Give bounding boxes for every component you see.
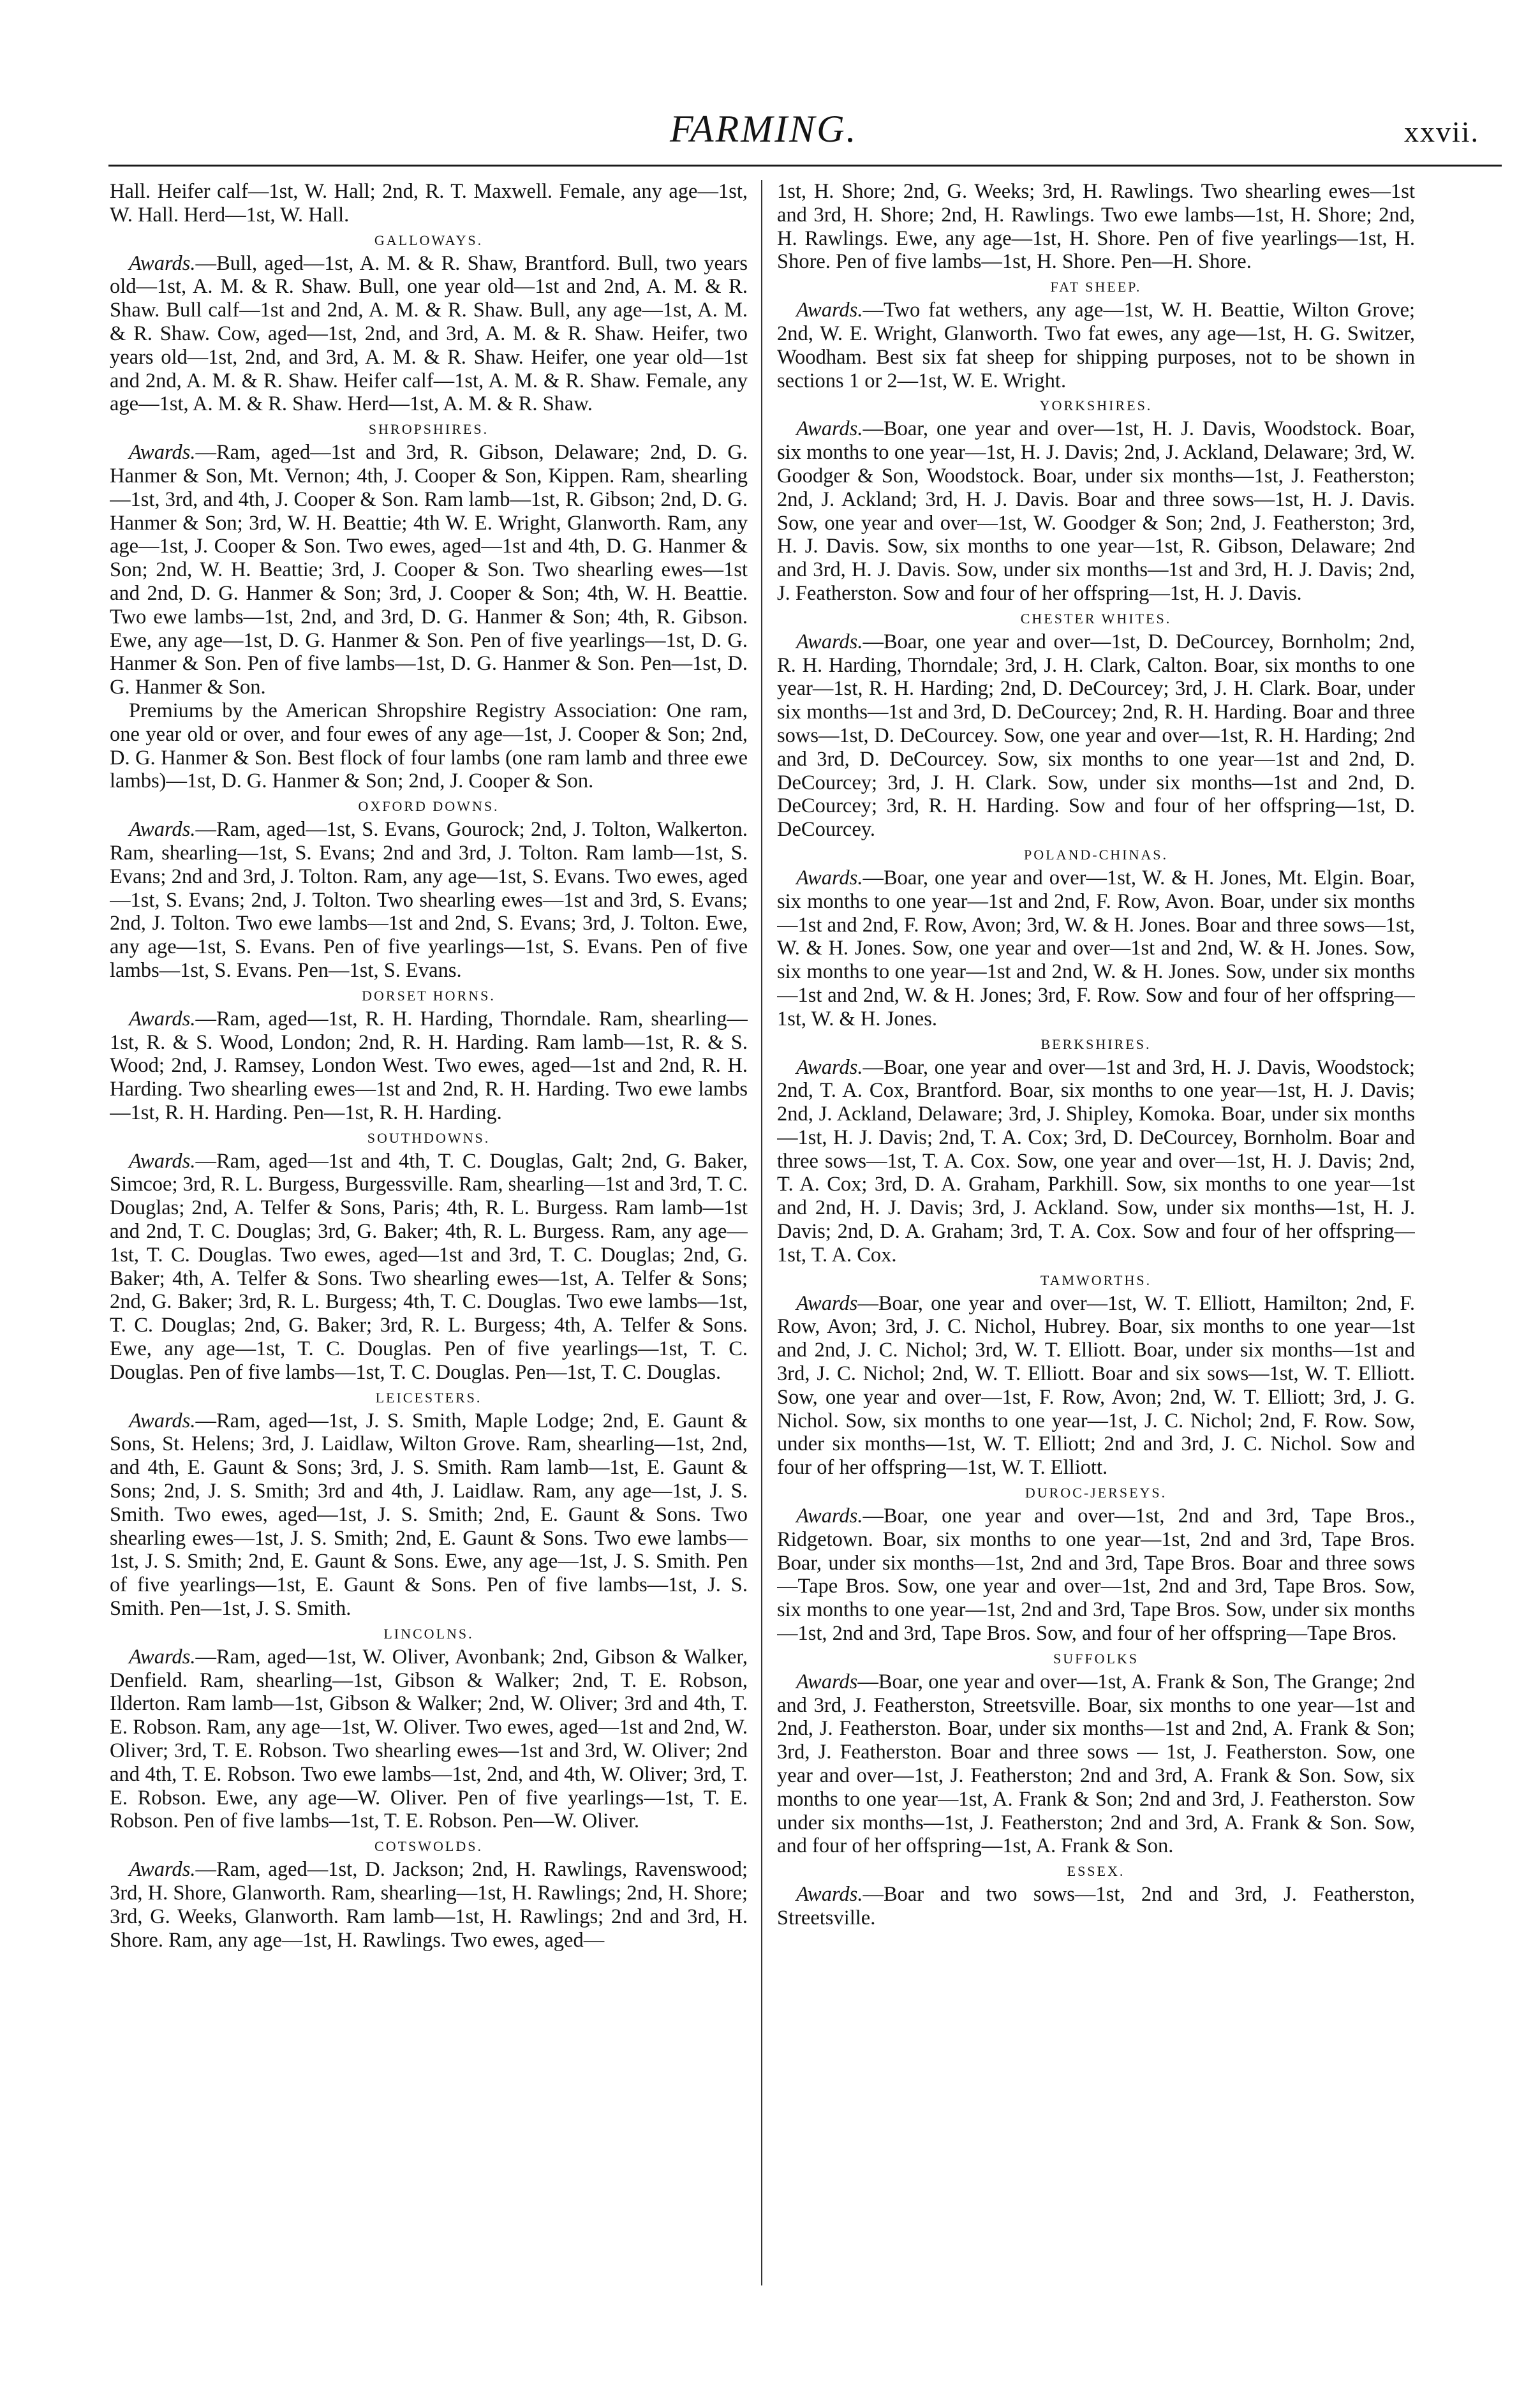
awards-text: —Boar, one year and over—1st, A. Frank & Son, The Grange; 2nd and 3rd, J. Featherston, Streetsville. Boar, six months to one year—1st and 2nd, J. Featherston. Boar, under six months—1st and 2nd, A. Frank & Son; 3rd, J. Featherston. Boar and three sows — 1st, J. Featherston. Sow, one year and over—1st, J. Featherston; 2nd and 3rd, A. Frank & Son. Sow, six months to one year—1st, A. Frank & Son; 2nd and 3rd, J. Featherston. Sow under six months—1st, J. Featherston; 2nd and 3rd, A. Frank & Son. Sow, and four of her offspring—1st, A. Frank & Son.	[777, 1670, 1415, 1858]
section-extra-shropshires: Premiums by the American Shropshire Registry Association: One ram, one year old or over, and four ewes of any age—1st, J. Cooper & Son; 2nd, D. G. Hanmer & Son. Best flock of four lambs (one ram lamb and three ewe lambs)—1st, D. G. Hanmer & Son; 2nd, J. Cooper & Son.	[110, 699, 748, 793]
right-column	[777, 180, 1415, 2234]
awards-text: —Bull, aged—1st, A. M. & R. Shaw, Brantford. Bull, two years old—1st, A. M. & R. Shaw. Bull, one year old—1st and 2nd, A. M. & R. Shaw. Bull calf—1st and 2nd, A. M. & R. Shaw. Bull, any age—1st, A. M. & R. Shaw. Cow, aged—1st, 2nd, and 3rd, A. M. & R. Shaw. Heifer, two years old—1st, 2nd, and 3rd, A. M. & R. Shaw. Heifer, one year old—1st and 2nd, A. M. & R. Shaw. Heifer calf—1st, A. M. & R. Shaw. Female, any age—1st, A. M. & R. Shaw. Herd—1st, A. M. & R. Shaw.	[110, 251, 748, 416]
awards-lead: Awards.	[796, 866, 863, 889]
section-heading-cotswolds: COTSWOLDS.	[374, 1838, 483, 1855]
section-heading-tamworths: TAMWORTHS.	[1040, 1272, 1152, 1288]
section-heading-galloways: GALLOWAYS.	[374, 232, 484, 248]
section-body-tamworths	[777, 1292, 1415, 1480]
awards-lead: Awards.	[129, 1858, 196, 1882]
awards-lead: Awards.	[129, 441, 196, 464]
column-divider	[761, 180, 762, 2285]
section-body-suffolks	[777, 1670, 1415, 1858]
right-intro: 1st, H. Shore; 2nd, G. Weeks; 3rd, H. Rawlings. Two shearling ewes—1st and 3rd, H. Shore; 2nd, H. Rawlings. Two ewe lambs—1st, H. Shore; 2nd, H. Rawlings. Ewe, any age—1st, H. Shore. Pen of five yearlings—1st, H. Shore. Pen of five lambs—1st, H. Shore. Pen—H. Shore.	[777, 180, 1415, 274]
section-heading-leicesters: LEICESTERS.	[375, 1389, 482, 1406]
awards-text: —Boar, one year and over—1st, W. & H. Jones, Mt. Elgin. Boar, six months to one year—1st and 2nd, F. Row, Avon. Boar, under six months—1st and 2nd, F. Row, Avon; 3rd, W. & H. Jones. Boar and three sows—1st, W. & H. Jones. Sow, one year and over—1st and 2nd, W. & H. Jones. Sow, six months to one year—1st and 2nd, W. & H. Jones. Sow, under six months—1st and 2nd, W. & H. Jones; 3rd, F. Row. Sow and four of her offspring—1st, W. & H. Jones.	[777, 866, 1415, 1030]
awards-lead: Awards.	[796, 417, 863, 441]
awards-text: —Boar, one year and over—1st, W. T. Elliott, Hamilton; 2nd, F. Row, Avon; 3rd, J. C. Nichol, Hubrey. Boar, six months to one year—1st and 2nd, J. C. Nichol; 3rd, W. T. Elliott. Boar, under six months—1st and 3rd, J. C. Nichol; 2nd, W. T. Elliott. Boar and six sows—1st, W. T. Elliott. Sow, one year and over—1st, F. Row, Avon; 2nd, W. T. Elliott; 3rd, J. G. Nichol. Sow, six months to one year—1st, J. C. Nichol; 2nd, F. Row. Sow, under six months—1st, W. T. Elliott; 2nd and 3rd, J. C. Nichol. Sow and four of her offspring—1st, W. T. Elliott.	[777, 1291, 1415, 1480]
awards-lead: Awards.	[129, 1007, 196, 1030]
left-column	[110, 180, 748, 2292]
section-body-berkshires	[777, 1056, 1415, 1267]
section-heading-dorset-horns: DORSET HORNS.	[362, 987, 496, 1004]
page-number: xxvii.	[1403, 115, 1479, 148]
section-body-essex	[777, 1883, 1415, 1930]
awards-lead: Awards	[796, 1670, 858, 1693]
awards-text: —Boar, one year and over—1st and 3rd, H. J. Davis, Woodstock; 2nd, T. A. Cox, Brantford. Boar, six months to one year—1st, H. J. Davis; 2nd, J. Ackland, Delaware; 3rd, J. Shipley, Komoka. Boar, under six months—1st, H. J. Davis; 2nd, T. A. Cox; 3rd, D. DeCourcey, Bornholm. Boar and three sows—1st, T. A. Cox. Sow, one year and over—1st, H. J. Davis; 2nd, T. A. Cox; 3rd, D. A. Graham, Parkhill. Sow, six months to one year—1st and 2nd, H. J. Davis; 3rd, J. Ackland. Sow, under six months—1st, H. J. Davis; 2nd, D. A. Graham; 3rd, T. A. Cox. Sow and four of her offspring—1st, T. A. Cox.	[777, 1055, 1415, 1267]
section-heading-poland-chinas: POLAND-CHINAS.	[1024, 846, 1168, 863]
section-body-oxford-downs	[110, 818, 748, 983]
section-heading-shropshires: SHROPSHIRES.	[368, 421, 489, 438]
section-body-shropshires	[110, 441, 748, 699]
awards-lead: Awards.	[129, 251, 196, 275]
section-heading-fat-sheep: FAT SHEEP.	[1050, 279, 1142, 295]
section-body-lincolns	[110, 1646, 748, 1833]
awards-text: —Ram, aged—1st, W. Oliver, Avonbank; 2nd, Gibson & Walker, Denfield. Ram, shearling—1st, Gibson & Walker; 2nd, T. E. Robson, Ilderton. Ram lamb—1st, Gibson & Walker; 2nd, W. Oliver; 3rd and 4th, T. E. Robson. Ram, any age—1st, W. Oliver. Two ewes, aged—1st and 2nd, W. Oliver; 3rd, T. E. Robson. Two shearling ewes—1st and 3rd, W. Oliver; 2nd and 4th, T. E. Robson. Two ewe lambs—1st, 2nd, and 4th, W. Oliver; 3rd, T. E. Robson. Ewe, any age—W. Oliver. Pen of five yearlings—1st, T. E. Robson. Pen of five lambs—1st, T. E. Robson. Pen—W. Oliver.	[110, 1645, 748, 1833]
header-rule	[108, 165, 1502, 167]
awards-text: —Boar, one year and over—1st, 2nd and 3rd, Tape Bros., Ridgetown. Boar, six months to one year—1st, 2nd and 3rd, Tape Bros. Boar, under six months—1st, 2nd and 3rd, Tape Bros. Boar and three sows—Tape Bros. Sow, one year and over—1st, 2nd and 3rd, Tape Bros. Sow, six months to one year—1st, 2nd and 3rd, Tape Bros. Sow, under six months—1st, 2nd and 3rd, Tape Bros. Sow, and four of her offspring—Tape Bros.	[777, 1505, 1415, 1646]
section-heading-southdowns: SOUTHDOWNS.	[367, 1129, 491, 1146]
section-body-yorkshires	[777, 417, 1415, 605]
awards-text: —Boar, one year and over—1st, D. DeCourcey, Bornholm; 2nd, R. H. Harding, Thorndale; 3rd, J. H. Clark, Calton. Boar, six months to one year—1st, R. H. Harding; 2nd, D. DeCourcey; 3rd, J. H. Clark. Boar, under six months—1st and 3rd, D. DeCourcey; 2nd, R. H. Harding. Boar and three sows—1st, D. DeCourcey. Sow, one year and over—1st, R. H. Harding; 2nd and 3rd, D. DeCourcey. Sow, six months to one year—1st and 2nd, D. DeCourcey; 3rd, J. H. Clark. Sow, under six months—1st and 2nd, D. DeCourcey; 3rd, R. H. Harding. Sow and four of her offspring—1st, D. DeCourcey.	[777, 630, 1415, 842]
section-heading-yorkshires: YORKSHIRES.	[1039, 398, 1153, 414]
section-body-cotswolds	[110, 1858, 748, 1952]
awards-lead: Awards.	[796, 1055, 863, 1079]
section-body-chester-whites	[777, 630, 1415, 842]
awards-lead: Awards.	[129, 818, 196, 842]
awards-text: —Ram, aged—1st, S. Evans, Gourock; 2nd, J. Tolton, Walkerton. Ram, shearling—1st, S. Evans; 2nd and 3rd, J. Tolton. Ram lamb—1st, S. Evans; 2nd and 3rd, J. Tolton. Ram, any age—1st, S. Evans. Two ewes, aged—1st, S. Evans; 2nd, J. Tolton. Two shearling ewes—1st and 3rd, S. Evans; 2nd, J. Tolton. Two ewe lambs—1st and 2nd, S. Evans; 3rd, J. Tolton. Ewe, any age—1st, S. Evans. Pen of five yearlings—1st, S. Evans. Pen of five lambs—1st, S. Evans. Pen—1st, S. Evans.	[110, 818, 748, 982]
awards-text: —Ram, aged—1st, D. Jackson; 2nd, H. Rawlings, Ravenswood; 3rd, H. Shore, Glanworth. Ram, shearling—1st, H. Rawlings; 2nd, H. Shore; 3rd, G. Weeks, Glanworth. Ram lamb—1st, H. Rawlings; 2nd and 3rd, H. Shore. Ram, any age—1st, H. Rawlings. Two ewes, aged—	[110, 1858, 748, 1952]
awards-lead: Awards.	[796, 1505, 863, 1528]
awards-text: —Boar and two sows—1st, 2nd and 3rd, J. Featherston, Streetsville.	[777, 1883, 1415, 1929]
awards-lead: Awards.	[796, 630, 863, 653]
section-heading-suffolks: SUFFOLKS	[1053, 1650, 1139, 1667]
section-heading-duroc-jerseys: DUROC-JERSEYS.	[1025, 1485, 1167, 1501]
awards-lead: Awards.	[796, 299, 863, 322]
section-body-galloways	[110, 252, 748, 417]
awards-lead: Awards.	[129, 1149, 196, 1173]
section-body-leicesters	[110, 1409, 748, 1621]
section-heading-essex: ESSEX.	[1067, 1863, 1125, 1880]
section-body-duroc-jerseys	[777, 1505, 1415, 1646]
awards-text: —Ram, aged—1st, J. S. Smith, Maple Lodge; 2nd, E. Gaunt & Sons, St. Helens; 3rd, J. Laidlaw, Wilton Grove. Ram, shearling—1st, 2nd, and 4th, E. Gaunt & Sons; 3rd, J. S. Smith. Ram lamb—1st, E. Gaunt & Sons; 2nd, J. S. Smith; 3rd and 4th, J. Laidlaw. Ram, any age—1st, J. S. Smith. Two ewes, aged—1st, J. S. Smith; 2nd, E. Gaunt & Sons. Two shearling ewes—1st, J. S. Smith; 2nd, E. Gaunt & Sons. Two ewe lambs—1st, J. S. Smith; 2nd, E. Gaunt & Sons. Ewe, any age—1st, J. S. Smith. Pen of five yearlings—1st, E. Gaunt & Sons. Pen of five lambs—1st, J. S. Smith. Pen—1st, J. S. Smith.	[110, 1409, 748, 1621]
awards-text: —Ram, aged—1st and 4th, T. C. Douglas, Galt; 2nd, G. Baker, Simcoe; 3rd, R. L. Burgess, Burgessville. Ram, shearling—1st and 3rd, T. C. Douglas; 2nd, A. Telfer & Sons, Paris; 4th, R. L. Burgess. Ram lamb—1st and 2nd, T. C. Douglas; 3rd, G. Baker; 4th, R. L. Burgess. Ram, any age—1st, T. C. Douglas. Two ewes, aged—1st and 3rd, T. C. Douglas; 2nd, G. Baker; 4th, A. Telfer & Sons. Two shearling ewes—1st, A. Telfer & Sons; 2nd, G. Baker; 3rd, R. L. Burgess; 4th, T. C. Douglas. Two ewe lambs—1st, T. C. Douglas; 2nd, G. Baker; 3rd, R. L. Burgess; 4th, A. Telfer & Sons. Ewe, any age—1st, T. C. Douglas. Pen of five yearlings—1st, T. C. Douglas. Pen of five lambs—1st, T. C. Douglas. Pen—1st, T. C. Douglas.	[110, 1149, 748, 1384]
section-body-dorset-horns	[110, 1007, 748, 1125]
awards-text: —Boar, one year and over—1st, H. J. Davis, Woodstock. Boar, six months to one year—1st, H. J. Davis; 2nd, J. Ackland, Delaware; 3rd, W. Goodger & Son, Woodstock. Boar, under six months—1st, J. Featherston; 2nd, J. Ackland; 3rd, H. J. Davis. Boar and three sows—1st, H. J. Davis. Sow, one year and over—1st, W. Goodger & Son; 2nd, J. Featherston; 3rd, H. J. Davis. Sow, six months to one year—1st, R. Gibson, Delaware; 2nd and 3rd, H. J. Davis. Sow, under six months—1st and 3rd, H. J. Davis; 2nd, J. Featherston. Sow and four of her offspring—1st, H. J. Davis.	[777, 417, 1415, 605]
awards-text: —Two fat wethers, any age—1st, W. H. Beattie, Wilton Grove; 2nd, W. E. Wright, Glanworth. Two fat ewes, any age—1st, H. G. Switzer, Woodham. Best six fat sheep for shipping purposes, not to be shown in sections 1 or 2—1st, W. E. Wright.	[777, 299, 1415, 392]
left-intro: Hall. Heifer calf—1st, W. Hall; 2nd, R. T. Maxwell. Female, any age—1st, W. Hall. Herd—1st, W. Hall.	[110, 180, 748, 227]
awards-lead: Awards.	[129, 1409, 196, 1432]
awards-lead: Awards.	[796, 1883, 863, 1906]
page-header	[96, 107, 1508, 165]
awards-text: —Ram, aged—1st, R. H. Harding, Thorndale. Ram, shearling—1st, R. & S. Wood, London; 2nd, R. H. Harding. Ram lamb—1st, R. & S. Wood; 2nd, J. Ramsey, London West. Two ewes, aged—1st and 2nd, R. H. Harding. Two shearling ewes—1st and 2nd, R. H. Harding. Two ewe lambs—1st, R. H. Harding. Pen—1st, R. H. Harding.	[110, 1007, 748, 1124]
section-heading-lincolns: LINCOLNS.	[383, 1625, 474, 1642]
running-title: FARMING.	[670, 108, 858, 150]
section-body-fat-sheep	[777, 299, 1415, 392]
section-heading-oxford-downs: OXFORD DOWNS.	[358, 798, 500, 815]
section-heading-chester-whites: CHESTER WHITES.	[1020, 610, 1172, 627]
awards-text: —Ram, aged—1st and 3rd, R. Gibson, Delaware; 2nd, D. G. Hanmer & Son, Mt. Vernon; 4th, J. Cooper & Son, Kippen. Ram, shearling—1st, 3rd, and 4th, J. Cooper & Son. Ram lamb—1st, R. Gibson; 2nd, D. G. Hanmer & Son; 3rd, W. H. Beattie; 4th W. E. Wright, Glanworth. Ram, any age—1st, J. Cooper & Son. Two ewes, aged—1st and 4th, D. G. Hanmer & Son; 2nd, W. H. Beattie; 3rd, J. Cooper & Son. Two shearling ewes—1st and 2nd, D. G. Hanmer & Son; 3rd, J. Cooper & Son; 4th, W. H. Beattie. Two ewe lambs—1st, 2nd, and 3rd, D. G. Hanmer & Son; 4th, R. Gibson. Ewe, any age—1st, D. G. Hanmer & Son. Pen of five yearlings—1st, D. G. Hanmer & Son. Pen of five lambs—1st, D. G. Hanmer & Son. Pen—1st, D. G. Hanmer & Son.	[110, 441, 748, 699]
awards-lead: Awards.	[129, 1645, 196, 1668]
section-body-southdowns	[110, 1150, 748, 1385]
section-heading-berkshires: BERKSHIRES.	[1040, 1036, 1151, 1052]
awards-lead: Awards	[796, 1291, 858, 1315]
section-body-poland-chinas	[777, 866, 1415, 1031]
